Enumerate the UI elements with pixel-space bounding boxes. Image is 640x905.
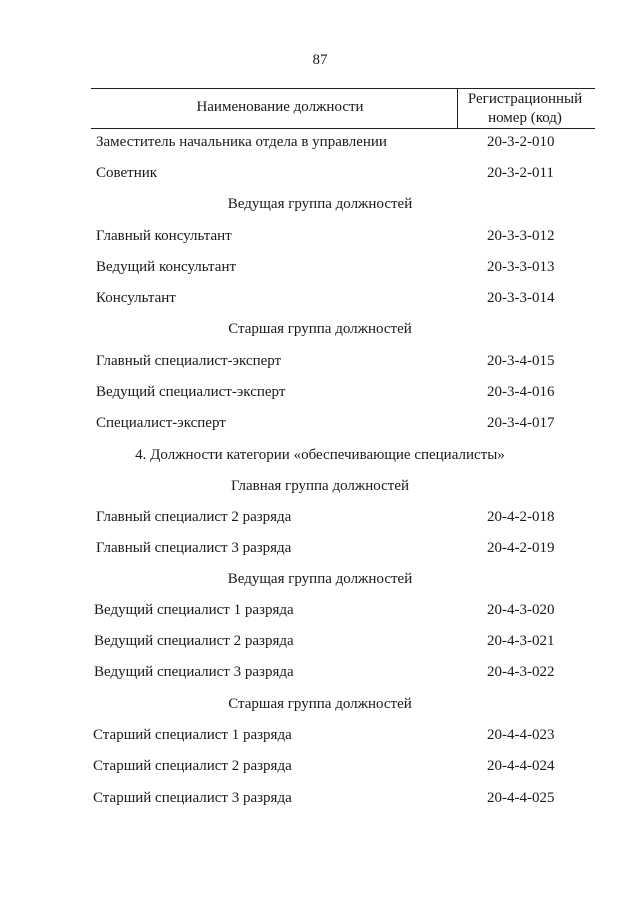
position-name: Старший специалист 3 разряда bbox=[93, 790, 292, 806]
position-name: Главный специалист 3 разряда bbox=[96, 540, 292, 556]
registration-code: 20-4-4-024 bbox=[487, 758, 555, 774]
position-name: Ведущий консультант bbox=[96, 259, 237, 275]
position-name: Советник bbox=[96, 165, 158, 181]
position-name: Консультант bbox=[96, 290, 176, 306]
group-heading: 4. Должности категории «обеспечивающие специалисты» bbox=[135, 447, 505, 463]
table-row bbox=[0, 415, 640, 437]
page-number: 87 bbox=[312, 52, 328, 68]
position-name: Главный специалист-эксперт bbox=[96, 353, 282, 369]
table-row bbox=[0, 228, 640, 250]
registration-code: 20-4-2-018 bbox=[487, 509, 555, 525]
registration-code: 20-3-3-014 bbox=[487, 290, 555, 306]
table-row bbox=[0, 259, 640, 281]
registration-code: 20-3-3-012 bbox=[487, 228, 555, 244]
registration-code: 20-3-2-010 bbox=[487, 134, 555, 150]
position-name: Главный консультант bbox=[96, 228, 232, 244]
registration-code: 20-3-4-015 bbox=[487, 353, 555, 369]
position-name: Заместитель начальника отдела в управлении bbox=[96, 134, 387, 150]
position-name: Старший специалист 2 разряда bbox=[93, 758, 292, 774]
table-row bbox=[0, 633, 640, 655]
registration-code: 20-4-4-025 bbox=[487, 790, 555, 806]
registration-code: 20-3-4-016 bbox=[487, 384, 555, 400]
position-name: Главный специалист 2 разряда bbox=[96, 509, 292, 525]
table-row bbox=[0, 664, 640, 686]
group-heading: Старшая группа должностей bbox=[228, 321, 412, 337]
column-header-name: Наименование должности bbox=[196, 99, 364, 115]
group-heading: Ведущая группа должностей bbox=[227, 196, 413, 212]
position-name: Ведущий специалист 2 разряда bbox=[94, 633, 294, 649]
table-row bbox=[0, 384, 640, 406]
position-name: Ведущий специалист 1 разряда bbox=[94, 602, 294, 618]
registration-code: 20-4-3-022 bbox=[487, 664, 555, 680]
table-row bbox=[0, 353, 640, 375]
column-header-code-line1: Регистрационный bbox=[467, 91, 583, 107]
registration-code: 20-3-4-017 bbox=[487, 415, 555, 431]
column-header-code-line2: номер (код) bbox=[488, 110, 562, 126]
group-heading: Старшая группа должностей bbox=[228, 696, 412, 712]
table-row bbox=[0, 134, 640, 156]
group-heading: Ведущая группа должностей bbox=[227, 571, 413, 587]
registration-code: 20-3-3-013 bbox=[487, 259, 555, 275]
table-row bbox=[0, 790, 640, 812]
registration-code: 20-4-3-021 bbox=[487, 633, 555, 649]
table-row bbox=[0, 165, 640, 187]
registration-code: 20-4-3-020 bbox=[487, 602, 555, 618]
table-row bbox=[0, 290, 640, 312]
table-row bbox=[0, 509, 640, 531]
table-row bbox=[0, 727, 640, 749]
position-name: Старший специалист 1 разряда bbox=[93, 727, 292, 743]
position-name: Ведущий специалист-эксперт bbox=[96, 384, 286, 400]
table-row bbox=[0, 602, 640, 624]
registration-code: 20-4-4-023 bbox=[487, 727, 555, 743]
table-row bbox=[0, 540, 640, 562]
table-row bbox=[0, 758, 640, 780]
position-name: Ведущий специалист 3 разряда bbox=[94, 664, 294, 680]
registration-code: 20-4-2-019 bbox=[487, 540, 555, 556]
registration-code: 20-3-2-011 bbox=[487, 165, 554, 181]
group-heading: Главная группа должностей bbox=[230, 478, 410, 494]
position-name: Специалист-эксперт bbox=[96, 415, 226, 431]
